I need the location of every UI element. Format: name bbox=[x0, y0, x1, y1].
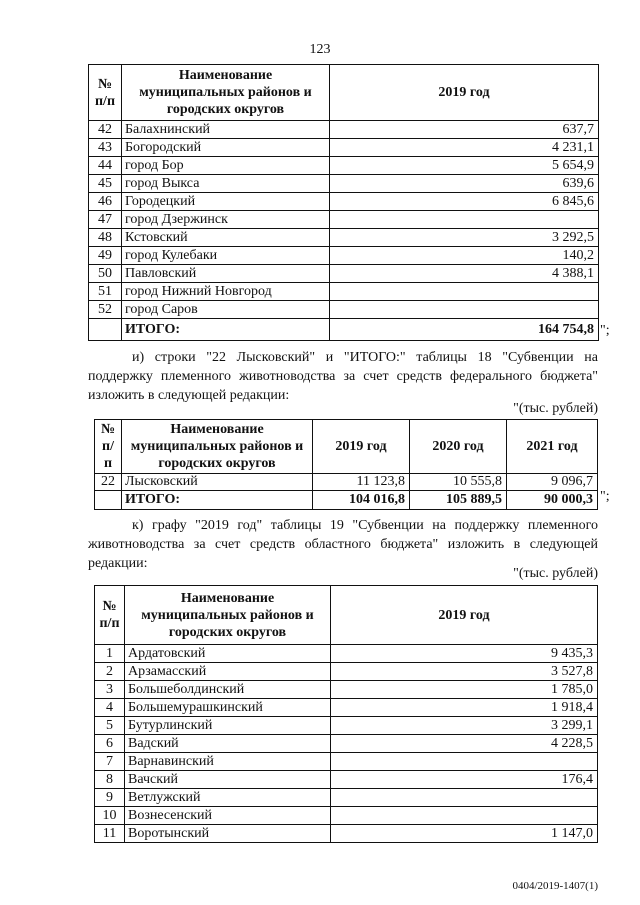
row-value-2019: 176,4 bbox=[331, 771, 598, 789]
row-name: Балахнинский bbox=[122, 121, 330, 139]
row-name: город Бор bbox=[122, 157, 330, 175]
table-row bbox=[89, 193, 599, 211]
table-row bbox=[95, 645, 598, 663]
table-19-values bbox=[94, 585, 598, 843]
total-2020: 105 889,5 bbox=[410, 491, 507, 510]
total-2019: 104 016,8 bbox=[313, 491, 410, 510]
row-value-2019: 637,7 bbox=[330, 121, 599, 139]
row-name: Ардатовский bbox=[125, 645, 331, 663]
total-2019: 164 754,8 bbox=[330, 319, 599, 341]
row-name: Павловский bbox=[122, 265, 330, 283]
row-number: 4 bbox=[95, 699, 125, 717]
row-value-2019: 3 299,1 bbox=[331, 717, 598, 735]
col-header-2021: 2021 год bbox=[507, 420, 598, 474]
table-row: 22 Лысковский 11 123,8 10 555,8 9 096,7 bbox=[95, 474, 598, 491]
row-number: 7 bbox=[95, 753, 125, 771]
table-row bbox=[89, 157, 599, 175]
row-value-2019: 140,2 bbox=[330, 247, 599, 265]
row-name: Вачский bbox=[125, 771, 331, 789]
row-number: 50 bbox=[89, 265, 122, 283]
table-row bbox=[89, 265, 599, 283]
row-name: Воротынский bbox=[125, 825, 331, 843]
total-label: ИТОГО: bbox=[122, 491, 313, 510]
row-name: Ветлужский bbox=[125, 789, 331, 807]
table-row bbox=[89, 175, 599, 193]
page-number: 123 bbox=[309, 42, 331, 57]
row-name: Богородский bbox=[122, 139, 330, 157]
row-name: Кстовский bbox=[122, 229, 330, 247]
row-name: Бутурлинский bbox=[125, 717, 331, 735]
row-value-2019 bbox=[331, 789, 598, 807]
table-row bbox=[89, 283, 599, 301]
unit-label-1: "(тыс. рублей) bbox=[513, 401, 598, 416]
row-name: Большеболдинский bbox=[125, 681, 331, 699]
row-number: 8 bbox=[95, 771, 125, 789]
row-number: 3 bbox=[95, 681, 125, 699]
row-name: город Саров bbox=[122, 301, 330, 319]
col-header-2019: 2019 год bbox=[313, 420, 410, 474]
row-value-2019: 1 147,0 bbox=[331, 825, 598, 843]
document-code: 0404/2019-1407(1) bbox=[512, 880, 598, 892]
total-row bbox=[95, 491, 598, 510]
table-18-rows bbox=[94, 419, 598, 510]
row-value-2019 bbox=[331, 807, 598, 825]
row-value-2019: 6 845,6 bbox=[330, 193, 599, 211]
table-row bbox=[95, 771, 598, 789]
row-number: 46 bbox=[89, 193, 122, 211]
row-number: 10 bbox=[95, 807, 125, 825]
row-number: 6 bbox=[95, 735, 125, 753]
table-row bbox=[95, 735, 598, 753]
row-value-2019: 3 292,5 bbox=[330, 229, 599, 247]
table-row bbox=[89, 139, 599, 157]
row-name: Вознесенский bbox=[125, 807, 331, 825]
row-value-2019: 4 388,1 bbox=[330, 265, 599, 283]
table-row bbox=[95, 789, 598, 807]
row-number: 51 bbox=[89, 283, 122, 301]
row-value-2019: 3 527,8 bbox=[331, 663, 598, 681]
row-number: 43 bbox=[89, 139, 122, 157]
col-header-num: № п/п bbox=[95, 420, 122, 474]
row-name: Варнавинский bbox=[125, 753, 331, 771]
row-value-2019: 4 228,5 bbox=[331, 735, 598, 753]
row-value-2019: 5 654,9 bbox=[330, 157, 599, 175]
table-row bbox=[89, 229, 599, 247]
table-row bbox=[95, 825, 598, 843]
row-name: Городецкий bbox=[122, 193, 330, 211]
row-number: 1 bbox=[95, 645, 125, 663]
row-number: 2 bbox=[95, 663, 125, 681]
row-name: город Нижний Новгород bbox=[122, 283, 330, 301]
col-header-name: Наименование муниципальных районов и городских округов bbox=[122, 65, 330, 121]
table-18-values bbox=[88, 64, 599, 341]
col-header-2019: 2019 год bbox=[331, 586, 598, 645]
row-value-2019 bbox=[331, 753, 598, 771]
row-number: 42 bbox=[89, 121, 122, 139]
row-value-2019: 1 918,4 bbox=[331, 699, 598, 717]
total-label: ИТОГО: bbox=[122, 319, 330, 341]
col-header-2019: 2019 год bbox=[330, 65, 599, 121]
col-header-num: № п/п bbox=[95, 586, 125, 645]
table-row bbox=[95, 663, 598, 681]
row-name: город Дзержинск bbox=[122, 211, 330, 229]
col-header-name: Наименование муниципальных районов и городских округов bbox=[125, 586, 331, 645]
total-row bbox=[89, 319, 599, 341]
col-header-name: Наименование муниципальных районов и городских округов bbox=[122, 420, 313, 474]
unit-label-2: "(тыс. рублей) bbox=[513, 566, 598, 581]
total-2021: 90 000,3 bbox=[507, 491, 598, 510]
row-name: Арзамасский bbox=[125, 663, 331, 681]
table-row bbox=[95, 717, 598, 735]
row-number: 47 bbox=[89, 211, 122, 229]
row-value-2019: 1 785,0 bbox=[331, 681, 598, 699]
row-number: 45 bbox=[89, 175, 122, 193]
row-number: 11 bbox=[95, 825, 125, 843]
row-value-2019 bbox=[330, 211, 599, 229]
row-value-2019: 9 435,3 bbox=[331, 645, 598, 663]
row-value-2019: 639,6 bbox=[330, 175, 599, 193]
row-number: 49 bbox=[89, 247, 122, 265]
row-value-2019: 4 231,1 bbox=[330, 139, 599, 157]
table-row bbox=[95, 699, 598, 717]
table-row bbox=[95, 753, 598, 771]
table-row bbox=[95, 681, 598, 699]
table1-tail: "; bbox=[600, 323, 610, 338]
row-number: 52 bbox=[89, 301, 122, 319]
row-name: город Кулебаки bbox=[122, 247, 330, 265]
row-name: Большемурашкинский bbox=[125, 699, 331, 717]
paragraph-k: к) графу "2019 год" таблицы 19 "Субвенции на поддержку племенного животноводства за счет средств областного бюджета" изложить в следующей редакции: bbox=[88, 518, 598, 571]
table2-tail: "; bbox=[600, 489, 610, 504]
row-number: 9 bbox=[95, 789, 125, 807]
row-number: 5 bbox=[95, 717, 125, 735]
row-number: 48 bbox=[89, 229, 122, 247]
col-header-num: № п/п bbox=[89, 65, 122, 121]
row-value-2019 bbox=[330, 283, 599, 301]
table-row bbox=[89, 211, 599, 229]
col-header-2020: 2020 год bbox=[410, 420, 507, 474]
table-row bbox=[89, 301, 599, 319]
table-row bbox=[89, 121, 599, 139]
table-row bbox=[89, 247, 599, 265]
row-value-2019 bbox=[330, 301, 599, 319]
paragraph-i: и) строки "22 Лысковский" и "ИТОГО:" таблицы 18 "Субвенции на поддержку племенного животноводства за счет средств федерального бюджета" изложить в следующей редакции: bbox=[88, 350, 598, 403]
row-name: Вадский bbox=[125, 735, 331, 753]
table-row bbox=[95, 807, 598, 825]
row-number: 44 bbox=[89, 157, 122, 175]
row-name: город Выкса bbox=[122, 175, 330, 193]
